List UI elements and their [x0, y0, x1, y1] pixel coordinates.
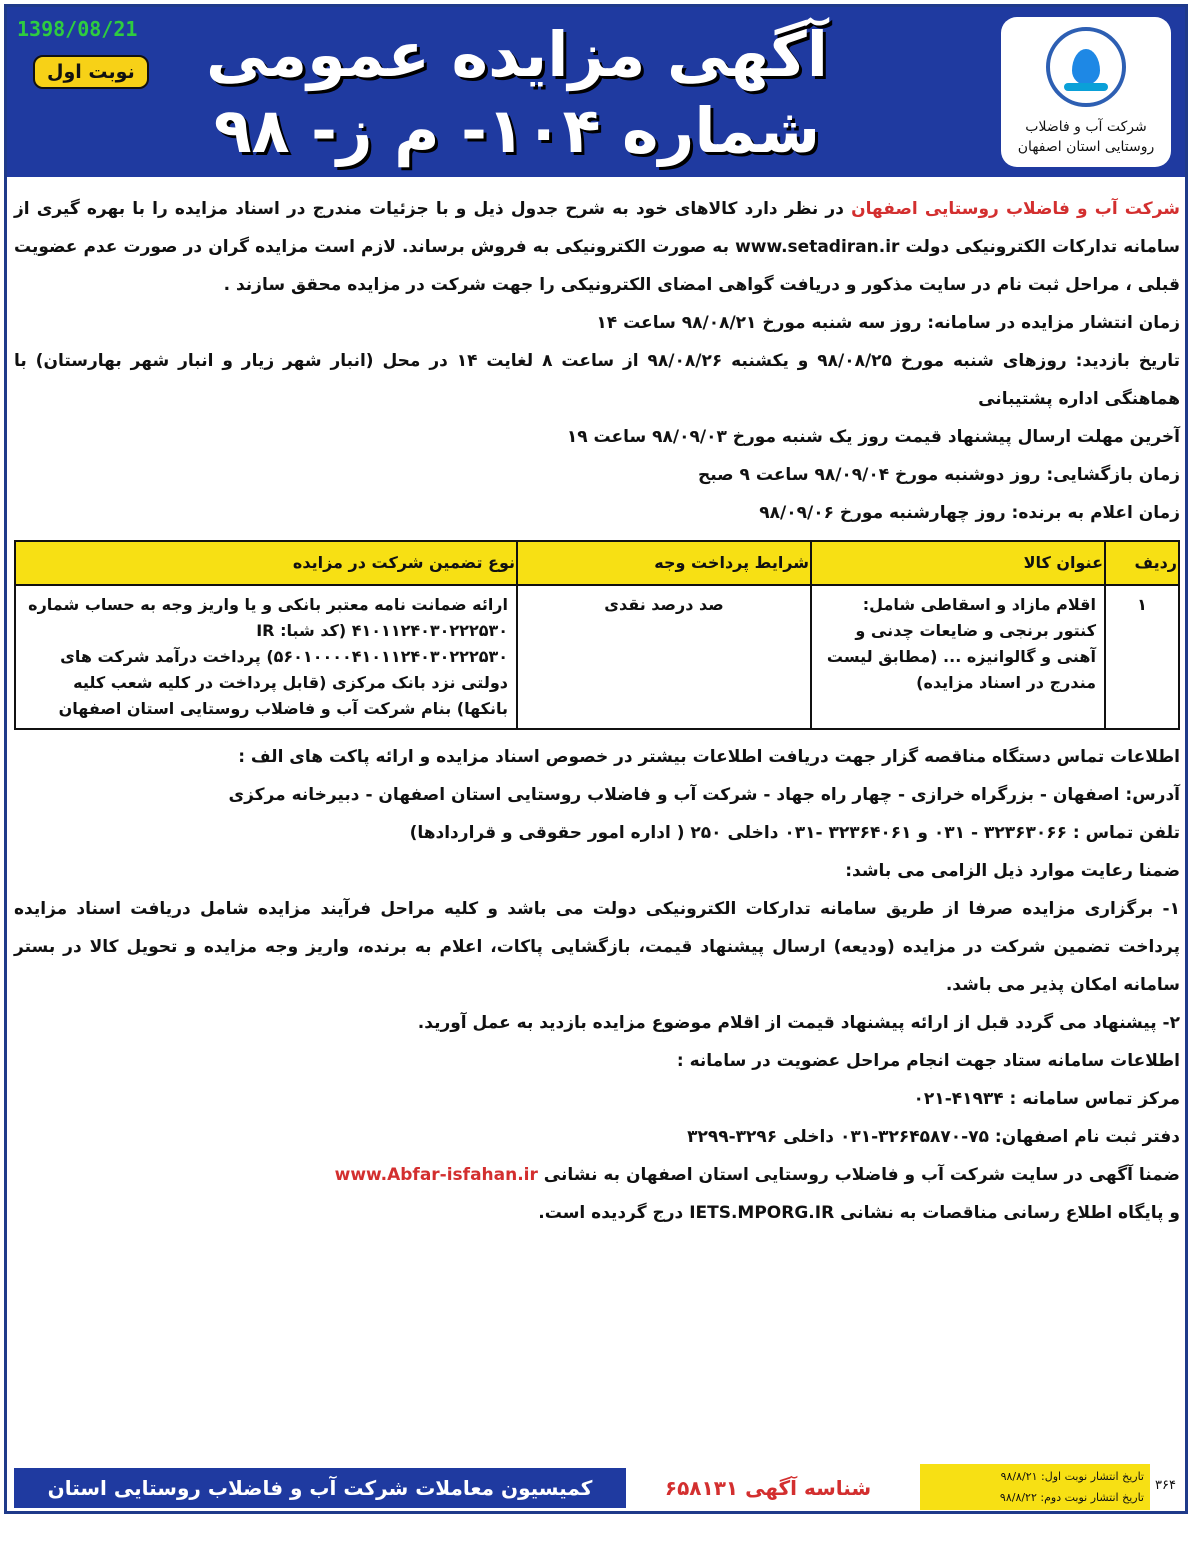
notice-body — [14, 190, 1180, 1232]
company-name: شرکت آب و فاضلاب روستایی اصفهان — [851, 199, 1180, 219]
col-header-payment: شرایط پرداخت وجه — [517, 541, 811, 585]
round-badge: نوبت اول — [33, 55, 149, 89]
title-line-2: شماره ۱۰۴- م ز- ۹۸ — [213, 94, 821, 167]
opening-time: زمان بازگشایی: روز دوشنبه مورخ ۹۸/۰۹/۰۴ ساعت ۹ صبح — [697, 465, 1180, 485]
table-row — [15, 585, 1179, 729]
publication-dates — [920, 1464, 1150, 1510]
abfar-link[interactable]: www.Abfar-isfahan.ir — [334, 1165, 538, 1185]
cell-item-title: اقلام مازاد و اسقاطی شامل: کنتور برنجی و ضایعات چدنی و آهنی و گالوانیزه ... (مطابق لیست مندرج در اسناد مزایده) — [811, 585, 1105, 729]
col-header-row-number: ردیف — [1105, 541, 1179, 585]
title-line-1: آگهی مزایده عمومی — [206, 18, 828, 91]
header — [7, 7, 1185, 177]
rule-item-2: ۲- پیشنهاد می گردد قبل از ارائه پیشنهاد قیمت از اقلام موضوع مزایده بازدید به عمل آورید. — [417, 1013, 1180, 1033]
iets-link[interactable]: IETS.MPORG.IR — [689, 1203, 835, 1223]
intro-text: در نظر دارد کالاهای خود به شرح جدول ذیل و با جزئیات مندرج در اسناد مزایده را با بهره گیری از سامانه تدارکات الکترونیکی دولت www.setadiran.ir به صورت الکترونیکی به فروش برساند. لازم است مزایده گران در صورت عدم عضویت قبلی ، مراحل ثبت نام در سایت مذکور و دریافت گواهی امضای الکترونیکی را جهت شرکت در مزایده محقق سازند . — [14, 199, 1180, 295]
contact-intro: اطلاعات تماس دستگاه مناقصه گزار جهت دریافت اطلاعات بیشتر در خصوص اسناد مزایده و ارائه پاکت های الف : — [238, 747, 1180, 767]
col-header-guarantee: نوع تضمین شرکت در مزایده — [15, 541, 517, 585]
water-drop-icon — [1072, 49, 1100, 85]
visit-date: تاریخ بازدید: روزهای شنبه مورخ ۹۸/۰۸/۲۵ و یکشنبه ۹۸/۰۸/۲۶ از ساعت ۸ لغایت ۱۴ در محل (انبار شهر زیار و انبار شهر بهارستان) با هماهنگی اداره پشتیبانی — [14, 351, 1180, 409]
auction-table — [14, 540, 1180, 730]
site-text-1: ضمنا آگهی در سایت شرکت آب و فاضلاب روستایی استان اصفهان به نشانی — [537, 1165, 1180, 1185]
rules-heading: ضمنا رعایت موارد ذیل الزامی می باشد: — [845, 861, 1180, 881]
cell-row-number: ۱ — [1105, 585, 1179, 729]
pub-date-2: تاریخ انتشار نوبت دوم: ۹۸/۸/۲۲ — [999, 1491, 1144, 1504]
intro-paragraph — [14, 190, 1180, 304]
site-line-2 — [14, 1194, 1180, 1232]
table-header-row — [15, 541, 1179, 585]
logo-caption-1: شرکت آب و فاضلاب — [1025, 119, 1147, 135]
deadline: آخرین مهلت ارسال پیشنهاد قیمت روز یک شنبه مورخ ۹۸/۰۹/۰۳ ساعت ۱۹ — [566, 427, 1180, 447]
logo-caption-2: روستایی استان اصفهان — [1017, 139, 1155, 155]
logo — [1001, 17, 1171, 167]
notice-id: شناسه آگهی ۶۵۸۱۳۱ — [664, 1476, 872, 1500]
setad-office: دفتر ثبت نام اصفهان: ۷۵-۳۲۶۴۵۸۷۰-۰۳۱ داخلی ۳۲۹۶-۳۲۹۹ — [687, 1127, 1180, 1147]
site-line-1 — [14, 1156, 1180, 1194]
wave-icon — [1064, 83, 1108, 91]
page-number: ۳۶۴ — [1155, 1478, 1176, 1493]
contact-address: آدرس: اصفهان - بزرگراه خرازی - چهار راه جهاد - شرکت آب و فاضلاب روستایی استان اصفهان - دبیرخانه مرکزی — [228, 785, 1180, 805]
logo-emblem-icon — [1046, 27, 1126, 107]
logo-caption — [1001, 117, 1171, 157]
setad-center: مرکز تماس سامانه : ۴۱۹۳۴-۰۲۱ — [913, 1089, 1180, 1109]
pub-date-1: تاریخ انتشار نوبت اول: ۹۸/۸/۲۱ — [1000, 1470, 1144, 1483]
publish-time: زمان انتشار مزایده در سامانه: روز سه شنبه مورخ ۹۸/۰۸/۲۱ ساعت ۱۴ — [596, 313, 1180, 333]
site-text-2: و پایگاه اطلاع رسانی مناقصات به نشانی — [834, 1203, 1180, 1223]
contact-phone: تلفن تماس : ۳۲۳۶۳۰۶۶ - ۰۳۱ و ۳۲۳۶۴۰۶۱ -۰۳۱ داخلی ۲۵۰ ( اداره امور حقوقی و قراردادها) — [409, 823, 1180, 843]
setad-heading: اطلاعات سامانه ستاد جهت انجام مراحل عضویت در سامانه : — [676, 1051, 1180, 1071]
date-tag: 1398/08/21 — [17, 17, 138, 41]
winner-announcement: زمان اعلام به برنده: روز چهارشنبه مورخ ۹۸/۰۹/۰۶ — [759, 503, 1180, 523]
cell-payment: صد درصد نقدی — [517, 585, 811, 729]
cell-guarantee: ارائه ضمانت نامه معتبر بانکی و یا واریز وجه به حساب شماره ۴۱۰۱۱۲۴۰۳۰۲۲۲۵۳۰ (کد شبا: IR ۵۶۰۱۰۰۰۰۴۱۰۱۱۲۴۰۳۰۲۲۲۵۳۰) پرداخت درآمد شرکت های دولتی نزد بانک مرکزی (قابل پرداخت در کلیه شعب کلیه بانکها) بنام شرکت آب و فاضلاب روستایی استان اصفهان — [15, 585, 517, 729]
commission-bar: کمیسیون معاملات شرکت آب و فاضلاب روستایی استان اصفهان — [14, 1468, 626, 1508]
site-text-3: درج گردیده است. — [538, 1203, 690, 1223]
rule-item-1: ۱- برگزاری مزایده صرفا از طریق سامانه تدارکات الکترونیکی دولت می باشد و کلیه مراحل فرآیند مزایده شامل دریافت اسناد مزایده پرداخت تضمین شرکت در مزایده (ودیعه) ارسال پیشنهاد قیمت، بازگشایی پاکات، اعلام به برنده، واریز وجه مزایده و تحویل کالا در بستر سامانه امکان پذیر می باشد. — [14, 899, 1180, 995]
col-header-item-title: عنوان کالا — [811, 541, 1105, 585]
